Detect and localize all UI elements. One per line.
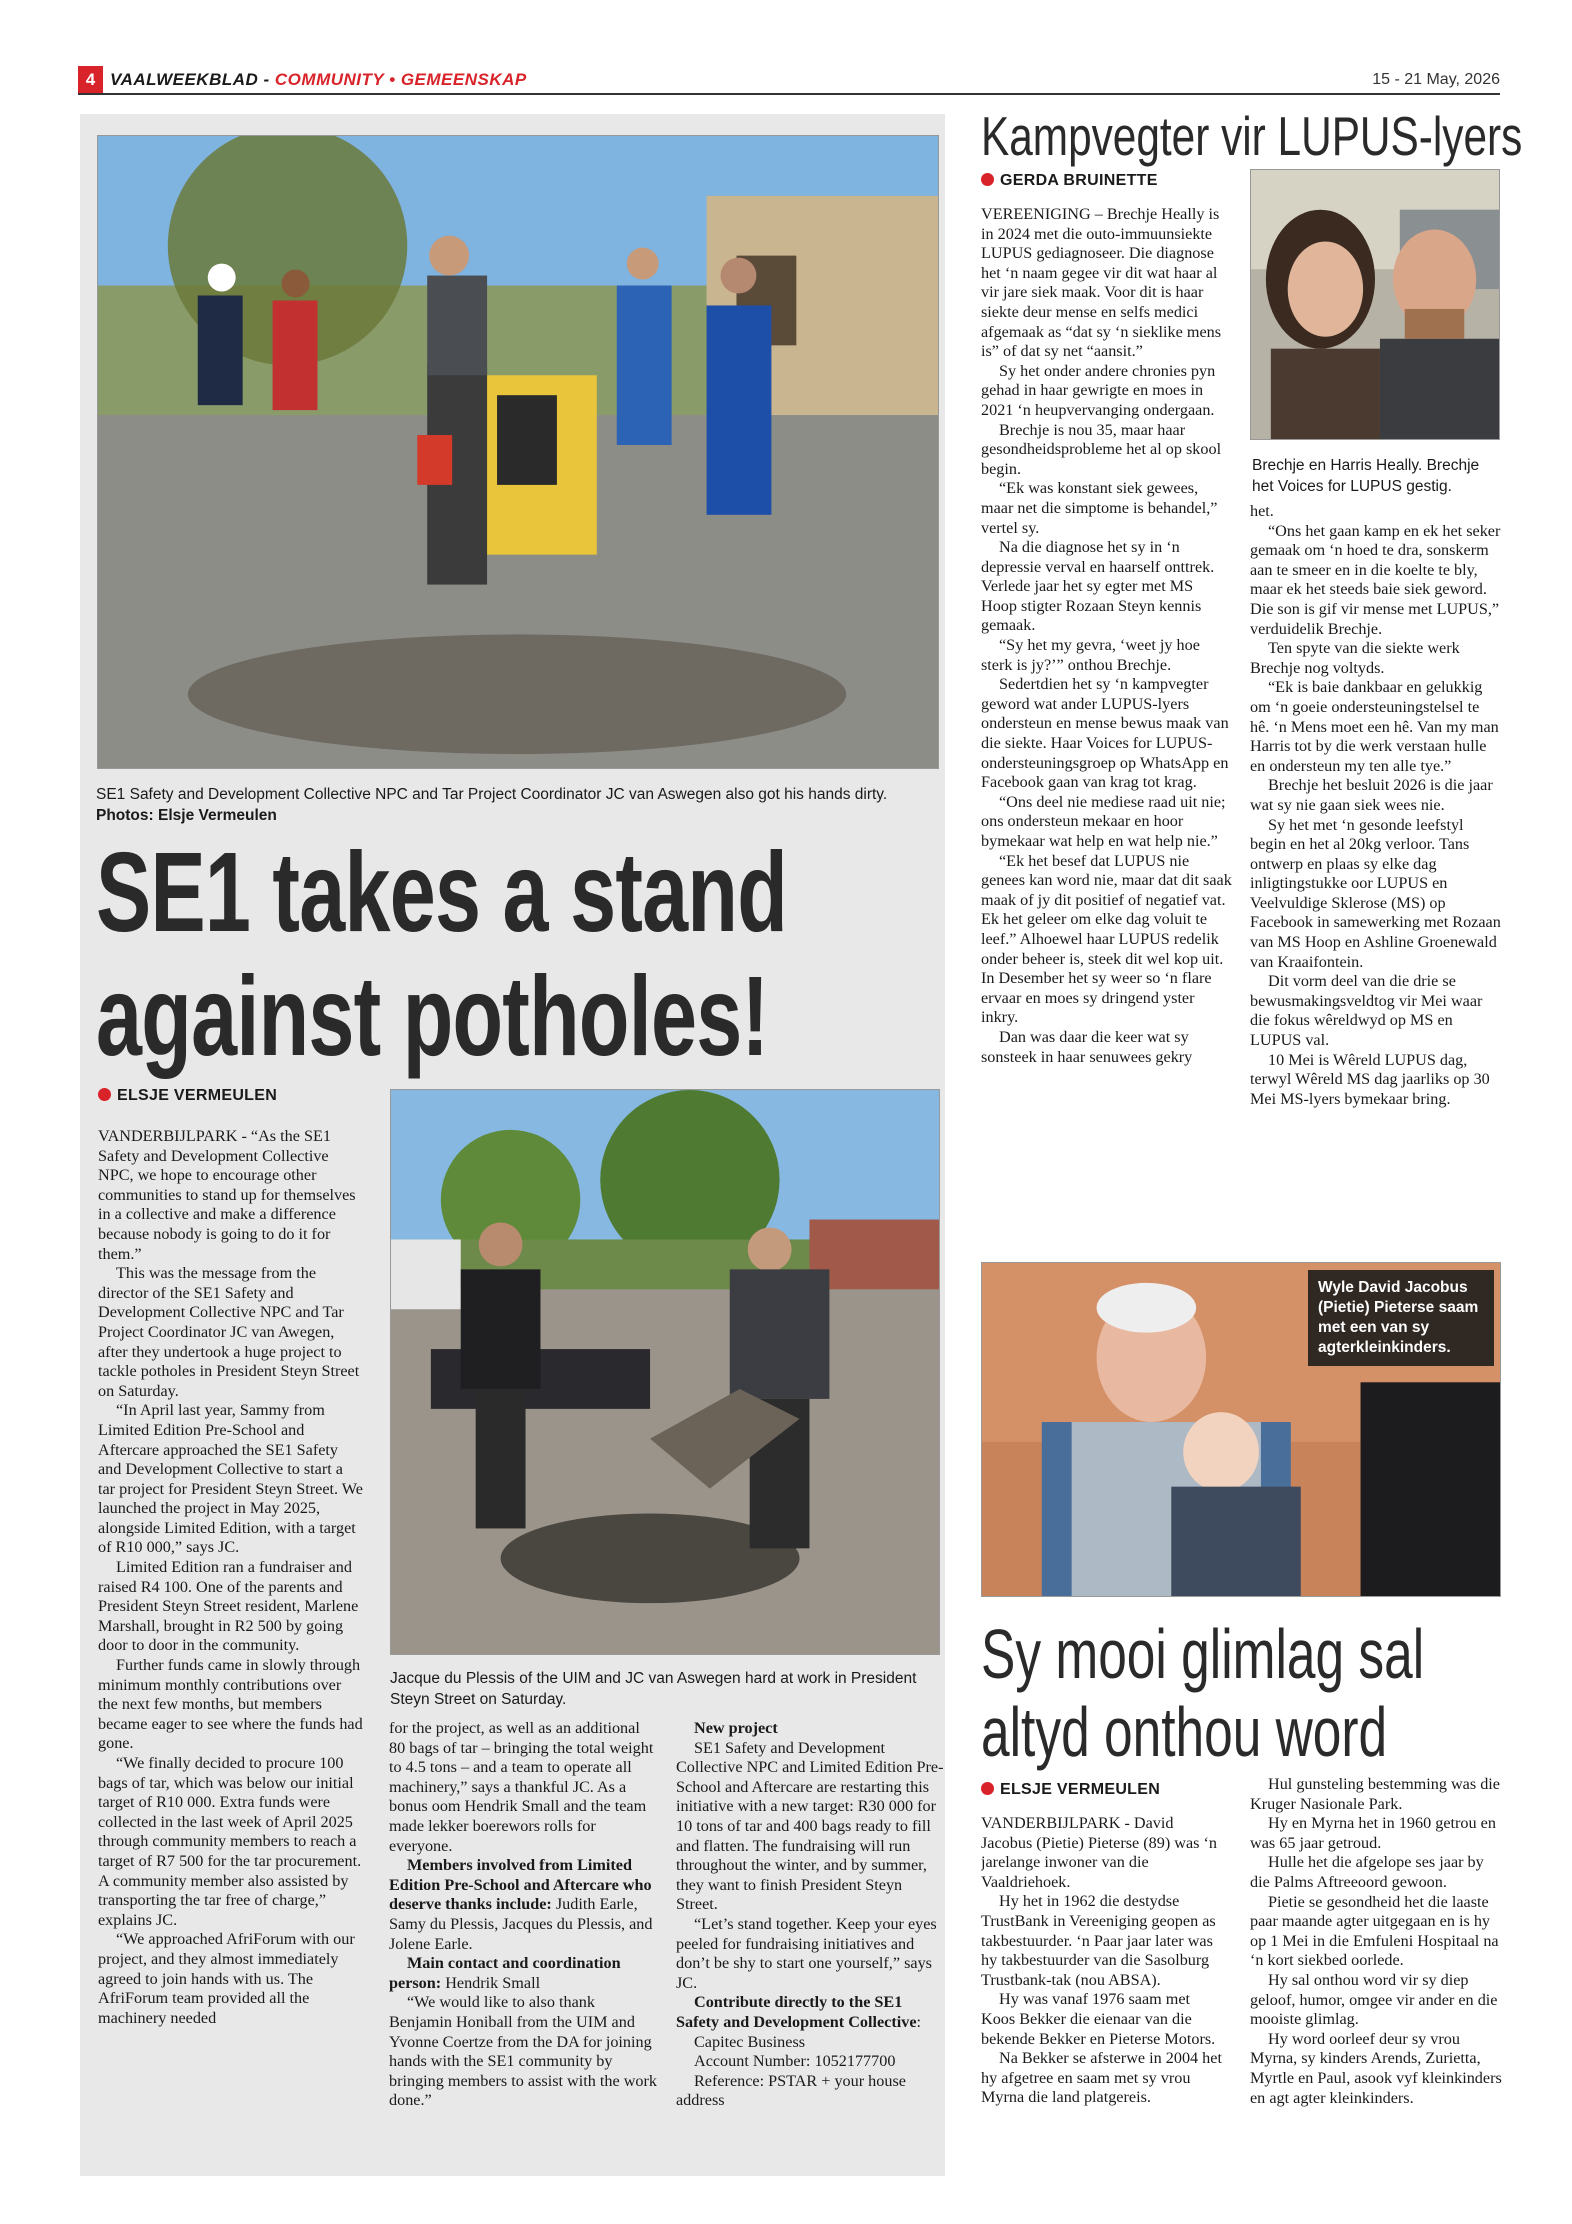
byline-name: ELSJE VERMEULEN bbox=[1000, 1781, 1161, 1798]
paragraph: VANDERBIJLPARK - David Jacobus (Pietie) Pieterse (89) was ‘n jarelange inwoner van die Vaaldriehoek. bbox=[981, 1814, 1217, 1891]
section-community: COMMUNITY bbox=[274, 70, 384, 89]
paragraph: Hy sal onthou word vir sy diep geloof, humor, omgee vir ander en die mooiste glimlag. bbox=[1250, 1970, 1498, 2029]
tar-work-photo-image bbox=[391, 1090, 939, 1654]
paragraph: for the project, as well as an additional 80 bags of tar – bringing the total weight to 4.5 tons – and a team to operate all machinery,” says a thankful JC. As a bonus oom Hendrik Small and the team made lekker boerewors rolls for everyone. bbox=[389, 1719, 654, 1855]
contact-name: Hendrik Small bbox=[441, 1973, 541, 1992]
paragraph: Dit vorm deel van die drie se bewusmakingsveldtog vir Mei waar die fokus wêreldwyd op MS en LUPUS val. bbox=[1250, 972, 1483, 1050]
obituary-byline bbox=[981, 1780, 1160, 1800]
paragraph: Sy het onder andere chronies pyn gehad in haar gewrigte en moes in 2021 ‘n heupvervanging ondergaan. bbox=[981, 361, 1216, 419]
members-paragraph bbox=[389, 1856, 657, 1954]
byline-name: GERDA BRUINETTE bbox=[1000, 172, 1158, 189]
paragraph: Hy was vanaf 1976 saam met Koos Bekker die eienaar van die bekende Bekker en Pieterse Motors. bbox=[981, 1990, 1216, 2048]
new-project-subhead: New project bbox=[694, 1719, 778, 1737]
road-cutter-photo bbox=[97, 135, 939, 769]
obituary-headline-line1: Sy mooi glimlag sal bbox=[981, 1615, 1425, 1693]
paragraph: Limited Edition ran a fundraiser and raised R4 100. One of the parents and President Steyn Street resident, Marlene Marshall, brought in R2 500 by going door to door in the community. bbox=[98, 1558, 359, 1655]
paragraph: 10 Mei is Wêreld LUPUS dag, terwyl Wêreld MS dag jaarliks op 30 Mei MS-lyers bymekaar bring. bbox=[1250, 1050, 1490, 1108]
contact-paragraph bbox=[389, 1954, 657, 1993]
section-gemeenskap: GEMEENSKAP bbox=[400, 70, 527, 89]
contact-subhead: Main contact and coordination person: bbox=[389, 1954, 621, 1992]
payment-reference: Reference: PSTAR + your house address bbox=[676, 2071, 906, 2110]
obituary-column-2 bbox=[1250, 1775, 1502, 2185]
paragraph: Hy en Myrna het in 1960 getrou en was 65 jaar getroud. bbox=[1250, 1814, 1496, 1852]
page-number: 4 bbox=[78, 66, 103, 93]
paragraph: VEREENIGING – Brechje Heally is in 2024 met die outo-immuunsiekte LUPUS gediagnoseer. Die diagnose het ‘n naam gegee vir dit wat haar al vir jare siek maak. Voor dit is haar siekte deur mense en selfs medici afgemaak as “dat sy ‘n sieklike mens is” of dat sy net “aansit.” bbox=[981, 205, 1222, 361]
paragraph: “Ons deel nie mediese raad uit nie; ons ondersteun mekaar en hoor bymekaar wat help en wat help nie.” bbox=[981, 792, 1226, 850]
paragraph: Further funds came in slowly through minimum monthly contributions over the next few months, but members became eager to see where the funds had gone. bbox=[98, 1656, 363, 1753]
paragraph: Hul gunsteling bestemming was die Kruger Nasionale Park. bbox=[1250, 1775, 1500, 1813]
paragraph: “We approached AfriForum with our project, and they almost immediately agreed to join hands with us. The AfriForum team provided all the machinery needed bbox=[98, 1930, 355, 2027]
pothole-headline bbox=[96, 830, 945, 1078]
byline-name: ELSJE VERMEULEN bbox=[117, 1087, 278, 1104]
obituary-headline-line2: altyd onthou word bbox=[981, 1693, 1388, 1771]
paragraph: Na Bekker se afsterwe in 2004 het hy afgetree en saam met sy vrou Myrna die land platgereis. bbox=[981, 2049, 1222, 2107]
paragraph: “Ons het gaan kamp en ek het seker gemaak om ‘n hoed te dra, sonskerm aan te smeer en in die koelte te bly, maar ek het steeds baie siek geword. Die son is gif vir mense met LUPUS,” verduidelik Brechje. bbox=[1250, 521, 1501, 638]
paragraph: Dan was daar die keer wat sy sonsteek in haar senuwees gekry bbox=[981, 1027, 1193, 1066]
members-subhead: Members involved from Limited Edition Pre-School and Aftercare who deserve thanks include: bbox=[389, 1856, 652, 1914]
paragraph: Hulle het die afgelope ses jaar by die Palms Aftreeoord gewoon. bbox=[1250, 1853, 1484, 1891]
paragraph: Brechje is nou 35, maar haar gesondheidsprobleme het al op skool begin. bbox=[981, 420, 1222, 478]
road-cutter-photo-image bbox=[98, 136, 938, 768]
tar-work-photo bbox=[390, 1089, 940, 1655]
paragraph: VANDERBIJLPARK - “As the SE1 Safety and Development Collective NPC, we hope to encourage other communities to stand up for themselves in a collective and make a difference because nobody is going to do it for them.” bbox=[98, 1127, 356, 1263]
obituary-column-1 bbox=[981, 1814, 1225, 2184]
obituary-headline bbox=[981, 1615, 1510, 1771]
paragraph: Ten spyte van die siekte werk Brechje nog voltyds. bbox=[1250, 639, 1460, 677]
paragraph: “Ek is baie dankbaar en gelukkig om ‘n goeie ondersteuningstelsel te hê. ‘n Mens moet een hê. Van my man Harris tot by die werk verstaan hulle en ondersteun my ten alle tye.” bbox=[1250, 678, 1499, 775]
masthead-separator: - bbox=[258, 70, 275, 89]
paragraph: het. bbox=[1250, 502, 1274, 520]
paragraph: Sedertdien het sy ‘n kampvegter geword wat ander LUPUS-lyers ondersteun en mense bewus maak van die siekte. Haar Voices for LUPUS-ondersteuningsgroep op WhatsApp en Facebook gaan van krag tot krag. bbox=[981, 675, 1229, 792]
paragraph: “Let’s stand together. Keep your eyes peeled for fundraising initiatives and don’t be shy to start one yourself,” says JC. bbox=[676, 1914, 937, 1992]
tar-work-photo-caption: Jacque du Plessis of the UIM and JC van Aswegen hard at work in President Steyn Street on Saturday. bbox=[390, 1670, 917, 1708]
lupus-column-1 bbox=[981, 205, 1233, 1237]
byline-dot-icon bbox=[981, 1782, 994, 1795]
publication-name: VAALWEEKBLAD bbox=[110, 70, 259, 89]
paragraph: SE1 Safety and Development Collective NPC and Limited Edition Pre-School and Aftercare are restarting this initiative with a new target: R30 000 for 10 tons of tar and 400 bags ready to fill and flatten. The fundraising will run throughout the winter, and by summer, they want to finish President Steyn Street. bbox=[676, 1738, 944, 1914]
paragraph: Na die diagnose het sy in ‘n depressie verval en haarself onttrek. Verlede jaar het sy egter met MS Hoop stigter Rozaan Steyn kennis gemaak. bbox=[981, 538, 1215, 635]
members-list: Judith Earle, Samy du Plessis, Jacques du Plessis, and Jolene Earle. bbox=[389, 1895, 653, 1953]
couple-photo-caption: Brechje en Harris Heally. Brechje het Voices for LUPUS gestig. bbox=[1252, 457, 1480, 495]
contribute-subhead: Contribute directly to the SE1 Safety and Development Collective bbox=[676, 1993, 917, 2031]
paragraph: This was the message from the director of the SE1 Safety and Development Collective NPC and Tar Project Coordinator JC van Awegen, after they undertook a huge project to tackle potholes in President Steyn Street on Saturday. bbox=[98, 1264, 360, 1400]
account-number: Account Number: 1052177700 bbox=[694, 2052, 896, 2071]
photo-caption-text: SE1 Safety and Development Collective NPC and Tar Project Coordinator JC van Aswegen also got his hands dirty. bbox=[96, 786, 888, 803]
couple-photo-image bbox=[1251, 170, 1499, 439]
couple-photo bbox=[1250, 169, 1500, 440]
paragraph: “In April last year, Sammy from Limited Edition Pre-School and Aftercare approached the SE1 Safety and Development Collective to start a tar project for President Steyn Street. We launched the project in May 2025, alongside Limited Edition, with a target of R10 000,” says JC. bbox=[98, 1401, 363, 1557]
issue-date: 15 - 21 May, 2026 bbox=[1372, 71, 1500, 88]
byline-dot-icon bbox=[98, 1088, 111, 1101]
paragraph: “Ek was konstant siek gewees, maar net die simptome is behandel,” vertel sy. bbox=[981, 479, 1218, 537]
pothole-column-3 bbox=[676, 1719, 944, 2161]
paragraph: Brechje het besluit 2026 is die jaar wat sy nie gaan siek wees nie. bbox=[1250, 776, 1493, 814]
masthead bbox=[110, 67, 527, 93]
pothole-byline bbox=[98, 1086, 277, 1106]
paragraph: “We finally decided to procure 100 bags of tar, which was below our initial target of R10 000. Extra funds were collected in the last week of April 2025 through community members to reach a target of R7 500 for the tar procurement. A community member also assisted by transporting the tar free of charge,” explains JC. bbox=[98, 1754, 362, 1929]
paragraph: “Ek het besef dat LUPUS nie genees kan word nie, maar dat dit saak maak of jy dit positief of negatief vat. Ek het geleer om elke dag voluit te leef.” Alhoewel haar LUPUS redelik onder beheer is, steek dit wel kop uit. In Desember het sy weer so ‘n flare ervaar en moes sy dringend yster inkry. bbox=[981, 851, 1232, 1027]
contribute-paragraph bbox=[676, 1993, 944, 2032]
photo-overlay-caption: Wyle David Jacobus (Pietie) Pieterse saam met een van sy agterkleinkinders. bbox=[1308, 1270, 1494, 1366]
photo-credit: Photos: Elsje Vermeulen bbox=[96, 807, 277, 824]
pothole-column-1 bbox=[98, 1127, 364, 2159]
paragraph: “We would like to also thank Benjamin Honiball from the UIM and Yvonne Coertze from the DA for joining hands with the SE1 community by bringing members to assist with the work done.” bbox=[389, 1993, 657, 2110]
pothole-headline-line2: against potholes! bbox=[96, 953, 769, 1079]
byline-dot-icon bbox=[981, 173, 994, 186]
masthead-bullet: • bbox=[383, 70, 401, 89]
lupus-column-2 bbox=[1250, 502, 1502, 1232]
paragraph: Hy word oorleef deur sy vrou Myrna, sy kinders Arends, Zurietta, Myrtle en Paul, asook vyf kleinkinders en agt agter kleinkinders. bbox=[1250, 2029, 1502, 2107]
bank-name: Capitec Business bbox=[694, 2032, 806, 2051]
contribute-colon: : bbox=[916, 2012, 922, 2031]
paragraph: Pietie se gesondheid het die laaste paar maande agter uitgegaan en is hy op 1 Mei in die Emfuleni Hospitaal na ‘n kort siekbed oorlede. bbox=[1250, 1892, 1499, 1970]
header-rule bbox=[78, 93, 1500, 95]
road-cutter-photo-caption bbox=[96, 784, 938, 826]
pothole-headline-line1: SE1 takes a stand bbox=[96, 829, 788, 955]
paragraph: Sy het met ‘n gesonde leefstyl begin en het al 20kg verloor. Tans ontwerp en plaas sy elke dag inligtingstukke oor LUPUS en Veelvuldige Sklerose (MS) op Facebook in samewerking met Rozaan van MS Hoop en Ashline Groenewald van Kraaifontein. bbox=[1250, 815, 1501, 971]
lupus-byline bbox=[981, 171, 1158, 191]
lupus-headline: Kampvegter vir LUPUS-lyers bbox=[981, 105, 1523, 167]
pothole-column-2 bbox=[389, 1719, 657, 2161]
paragraph: Hy het in 1962 die destydse TrustBank in Vereeniging geopen as takbestuurder. ‘n Paar jaar later was hy takbestuurder van die Sasolburg Trustbank-tak (nou ABSA). bbox=[981, 1892, 1216, 1989]
paragraph: “Sy het my gevra, ‘weet jy hoe sterk is jy?’” onthou Brechje. bbox=[981, 636, 1200, 674]
